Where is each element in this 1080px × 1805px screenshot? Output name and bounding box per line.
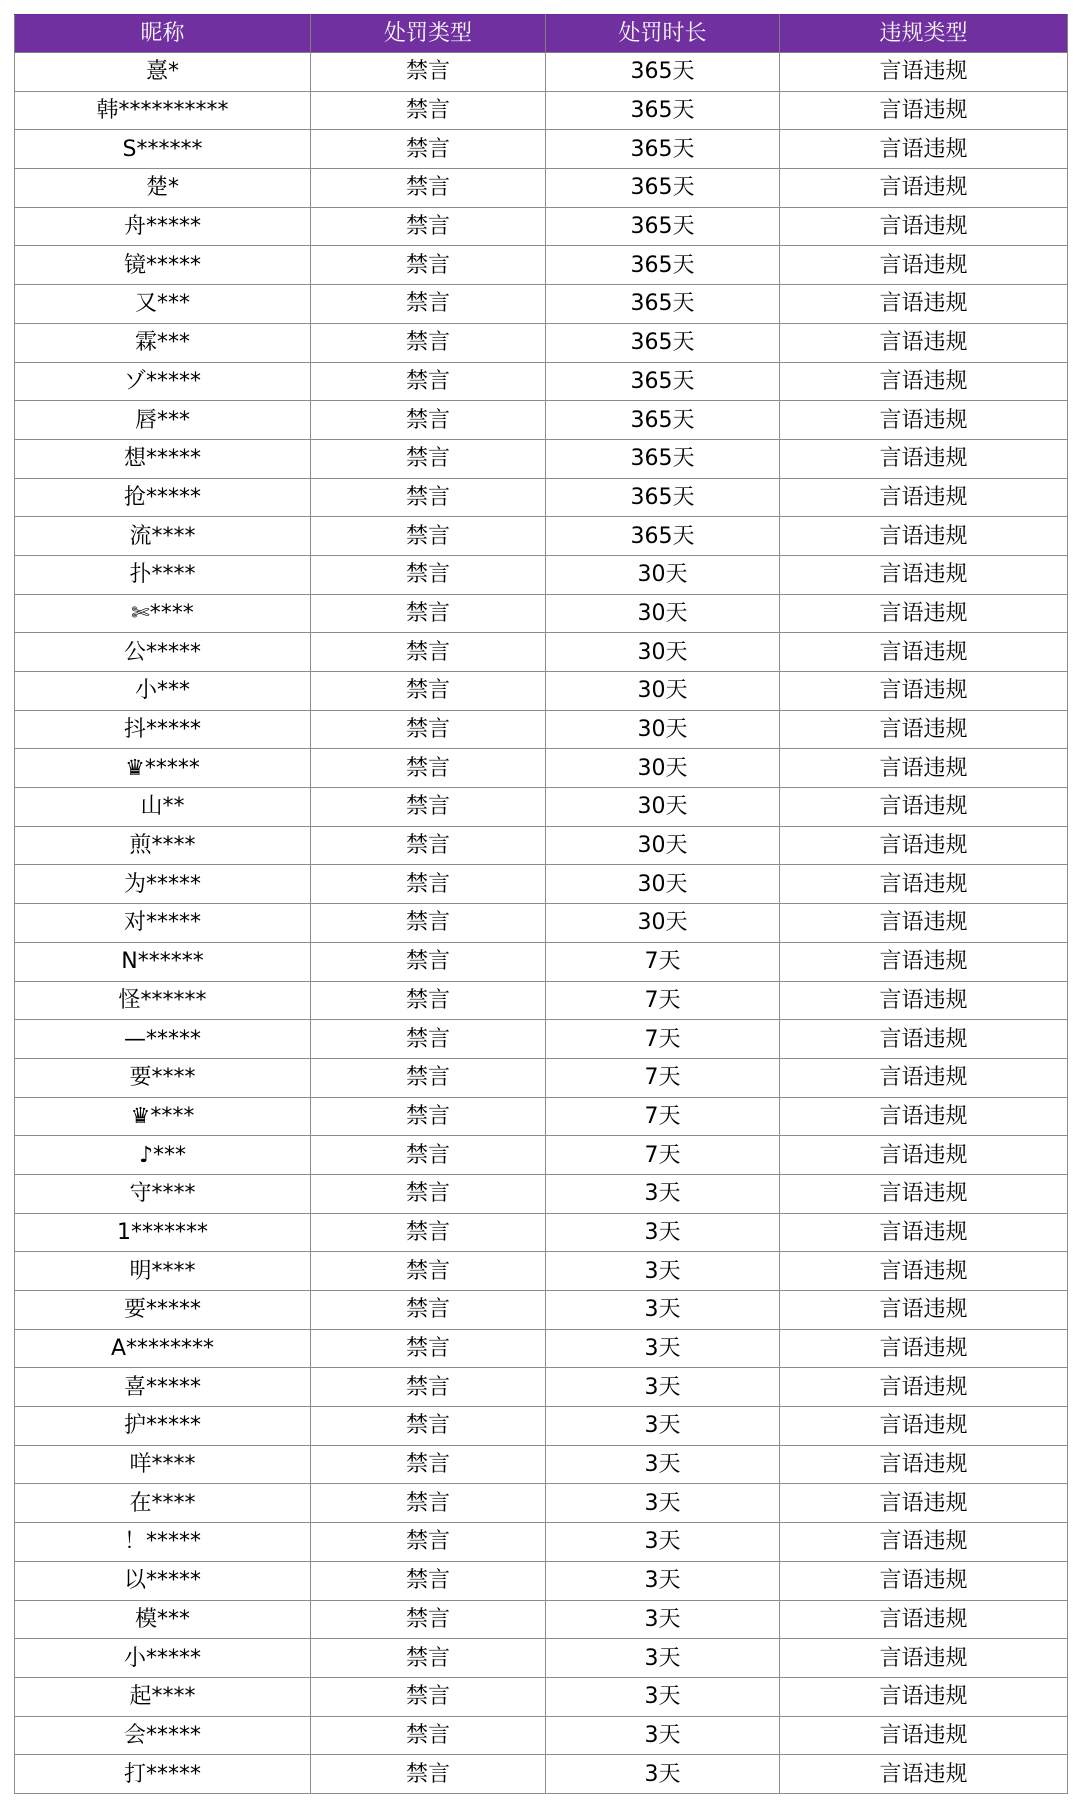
- cell-nickname: ♛****: [15, 1097, 311, 1136]
- cell-penalty-type: 禁言: [311, 1407, 546, 1446]
- header-nickname: 昵称: [15, 15, 311, 53]
- cell-violation-type: 言语违规: [780, 594, 1068, 633]
- cell-nickname: 护*****: [15, 1407, 311, 1446]
- table-row: [15, 1755, 1068, 1794]
- cell-violation-type: 言语违规: [780, 246, 1068, 285]
- cell-nickname: 又***: [15, 285, 311, 324]
- cell-violation-type: 言语违规: [780, 788, 1068, 827]
- table-row: [15, 1020, 1068, 1059]
- cell-penalty-type: 禁言: [311, 53, 546, 92]
- cell-penalty-type: 禁言: [311, 633, 546, 672]
- cell-nickname: ✄****: [15, 594, 311, 633]
- cell-penalty-duration: 3天: [546, 1291, 780, 1330]
- cell-violation-type: 言语违规: [780, 1213, 1068, 1252]
- cell-nickname: —*****: [15, 1020, 311, 1059]
- cell-violation-type: 言语违规: [780, 1329, 1068, 1368]
- cell-nickname: 要*****: [15, 1291, 311, 1330]
- cell-penalty-duration: 365天: [546, 246, 780, 285]
- cell-violation-type: 言语违规: [780, 1600, 1068, 1639]
- cell-violation-type: 言语违规: [780, 478, 1068, 517]
- cell-penalty-duration: 30天: [546, 904, 780, 943]
- cell-nickname: 在****: [15, 1484, 311, 1523]
- cell-nickname: 怪******: [15, 981, 311, 1020]
- table-row: [15, 1291, 1068, 1330]
- cell-nickname: 镜*****: [15, 246, 311, 285]
- cell-penalty-type: 禁言: [311, 1174, 546, 1213]
- cell-penalty-duration: 30天: [546, 749, 780, 788]
- cell-penalty-duration: 7天: [546, 942, 780, 981]
- table-row: [15, 865, 1068, 904]
- table-row: [15, 439, 1068, 478]
- cell-violation-type: 言语违规: [780, 826, 1068, 865]
- table-row: [15, 1716, 1068, 1755]
- cell-penalty-duration: 30天: [546, 710, 780, 749]
- cell-penalty-duration: 7天: [546, 1058, 780, 1097]
- cell-violation-type: 言语违规: [780, 1136, 1068, 1175]
- cell-penalty-duration: 365天: [546, 91, 780, 130]
- cell-penalty-type: 禁言: [311, 1329, 546, 1368]
- cell-violation-type: 言语违规: [780, 1677, 1068, 1716]
- table-row: [15, 1329, 1068, 1368]
- cell-penalty-duration: 365天: [546, 130, 780, 169]
- cell-violation-type: 言语违规: [780, 362, 1068, 401]
- table-row: [15, 130, 1068, 169]
- table-row: [15, 53, 1068, 92]
- cell-nickname: 会*****: [15, 1716, 311, 1755]
- table-row: [15, 169, 1068, 208]
- table-row: [15, 1174, 1068, 1213]
- cell-nickname: A********: [15, 1329, 311, 1368]
- table-row: [15, 1252, 1068, 1291]
- cell-nickname: S******: [15, 130, 311, 169]
- cell-violation-type: 言语违规: [780, 1097, 1068, 1136]
- table-row: [15, 91, 1068, 130]
- cell-nickname: ♛*****: [15, 749, 311, 788]
- cell-penalty-type: 禁言: [311, 1136, 546, 1175]
- cell-penalty-type: 禁言: [311, 710, 546, 749]
- cell-nickname: 舟*****: [15, 207, 311, 246]
- cell-penalty-duration: 365天: [546, 207, 780, 246]
- cell-violation-type: 言语违规: [780, 285, 1068, 324]
- cell-nickname: 抖*****: [15, 710, 311, 749]
- cell-penalty-type: 禁言: [311, 865, 546, 904]
- header-penalty-duration: 处罚时长: [546, 15, 780, 53]
- cell-penalty-duration: 3天: [546, 1716, 780, 1755]
- cell-nickname: 要****: [15, 1058, 311, 1097]
- cell-penalty-duration: 7天: [546, 1097, 780, 1136]
- table-row: [15, 1445, 1068, 1484]
- cell-violation-type: 言语违规: [780, 749, 1068, 788]
- cell-violation-type: 言语违规: [780, 517, 1068, 556]
- cell-violation-type: 言语违规: [780, 981, 1068, 1020]
- cell-penalty-duration: 7天: [546, 1020, 780, 1059]
- cell-nickname: N******: [15, 942, 311, 981]
- cell-penalty-duration: 365天: [546, 169, 780, 208]
- cell-penalty-duration: 3天: [546, 1252, 780, 1291]
- table-header: [15, 15, 1068, 53]
- cell-nickname: 守****: [15, 1174, 311, 1213]
- cell-penalty-duration: 30天: [546, 633, 780, 672]
- cell-nickname: 公*****: [15, 633, 311, 672]
- cell-penalty-type: 禁言: [311, 91, 546, 130]
- cell-penalty-type: 禁言: [311, 1020, 546, 1059]
- cell-penalty-type: 禁言: [311, 1484, 546, 1523]
- cell-violation-type: 言语违规: [780, 710, 1068, 749]
- cell-penalty-duration: 30天: [546, 865, 780, 904]
- cell-penalty-type: 禁言: [311, 1058, 546, 1097]
- table-row: [15, 207, 1068, 246]
- cell-penalty-type: 禁言: [311, 1445, 546, 1484]
- table-row: [15, 1058, 1068, 1097]
- table-row: [15, 323, 1068, 362]
- cell-violation-type: 言语违规: [780, 1174, 1068, 1213]
- cell-violation-type: 言语违规: [780, 1058, 1068, 1097]
- cell-penalty-duration: 3天: [546, 1561, 780, 1600]
- cell-penalty-duration: 3天: [546, 1213, 780, 1252]
- cell-violation-type: 言语违规: [780, 904, 1068, 943]
- cell-penalty-type: 禁言: [311, 1097, 546, 1136]
- table-row: [15, 826, 1068, 865]
- table-row: [15, 285, 1068, 324]
- cell-nickname: 明****: [15, 1252, 311, 1291]
- cell-penalty-type: 禁言: [311, 362, 546, 401]
- cell-nickname: 流****: [15, 517, 311, 556]
- cell-penalty-duration: 3天: [546, 1755, 780, 1794]
- cell-penalty-type: 禁言: [311, 401, 546, 440]
- cell-penalty-type: 禁言: [311, 904, 546, 943]
- cell-penalty-duration: 3天: [546, 1445, 780, 1484]
- cell-penalty-type: 禁言: [311, 555, 546, 594]
- cell-penalty-type: 禁言: [311, 981, 546, 1020]
- cell-penalty-type: 禁言: [311, 517, 546, 556]
- cell-penalty-type: 禁言: [311, 246, 546, 285]
- cell-penalty-type: 禁言: [311, 478, 546, 517]
- table-row: [15, 401, 1068, 440]
- cell-nickname: 对*****: [15, 904, 311, 943]
- cell-penalty-type: 禁言: [311, 826, 546, 865]
- cell-penalty-type: 禁言: [311, 1291, 546, 1330]
- cell-violation-type: 言语违规: [780, 1716, 1068, 1755]
- cell-penalty-duration: 30天: [546, 672, 780, 711]
- table-row: [15, 362, 1068, 401]
- table-row: [15, 594, 1068, 633]
- cell-penalty-type: 禁言: [311, 439, 546, 478]
- table-row: [15, 555, 1068, 594]
- cell-penalty-duration: 365天: [546, 439, 780, 478]
- cell-violation-type: 言语违规: [780, 555, 1068, 594]
- header-violation-type: 违规类型: [780, 15, 1068, 53]
- cell-nickname: 唇***: [15, 401, 311, 440]
- table-row: [15, 981, 1068, 1020]
- cell-violation-type: 言语违规: [780, 1445, 1068, 1484]
- cell-penalty-duration: 365天: [546, 401, 780, 440]
- cell-penalty-type: 禁言: [311, 594, 546, 633]
- cell-violation-type: 言语违规: [780, 1484, 1068, 1523]
- table-row: [15, 1484, 1068, 1523]
- cell-penalty-type: 禁言: [311, 1368, 546, 1407]
- cell-penalty-type: 禁言: [311, 1561, 546, 1600]
- cell-penalty-type: 禁言: [311, 1252, 546, 1291]
- cell-penalty-duration: 30天: [546, 826, 780, 865]
- cell-penalty-duration: 3天: [546, 1174, 780, 1213]
- cell-nickname: 模***: [15, 1600, 311, 1639]
- cell-penalty-type: 禁言: [311, 1716, 546, 1755]
- cell-nickname: ゾ*****: [15, 362, 311, 401]
- cell-nickname: ！*****: [15, 1523, 311, 1562]
- cell-penalty-duration: 3天: [546, 1484, 780, 1523]
- cell-violation-type: 言语违规: [780, 401, 1068, 440]
- cell-penalty-type: 禁言: [311, 1523, 546, 1562]
- cell-nickname: 小*****: [15, 1639, 311, 1678]
- cell-penalty-duration: 7天: [546, 1136, 780, 1175]
- cell-penalty-type: 禁言: [311, 207, 546, 246]
- cell-violation-type: 言语违规: [780, 942, 1068, 981]
- cell-penalty-duration: 365天: [546, 285, 780, 324]
- cell-penalty-type: 禁言: [311, 1600, 546, 1639]
- cell-penalty-type: 禁言: [311, 1213, 546, 1252]
- cell-nickname: 起****: [15, 1677, 311, 1716]
- table-row: [15, 788, 1068, 827]
- table-row: [15, 1136, 1068, 1175]
- cell-nickname: 扑****: [15, 555, 311, 594]
- cell-penalty-type: 禁言: [311, 1639, 546, 1678]
- cell-nickname: 打*****: [15, 1755, 311, 1794]
- cell-penalty-type: 禁言: [311, 323, 546, 362]
- cell-penalty-duration: 3天: [546, 1677, 780, 1716]
- table-row: [15, 1368, 1068, 1407]
- table-row: [15, 1213, 1068, 1252]
- table-row: [15, 517, 1068, 556]
- cell-violation-type: 言语违规: [780, 865, 1068, 904]
- table-row: [15, 672, 1068, 711]
- table-row: [15, 1407, 1068, 1446]
- cell-penalty-type: 禁言: [311, 169, 546, 208]
- table-row: [15, 478, 1068, 517]
- cell-penalty-duration: 3天: [546, 1600, 780, 1639]
- cell-nickname: 楚*: [15, 169, 311, 208]
- cell-nickname: 煎****: [15, 826, 311, 865]
- cell-violation-type: 言语违规: [780, 439, 1068, 478]
- cell-penalty-duration: 365天: [546, 517, 780, 556]
- cell-violation-type: 言语违规: [780, 91, 1068, 130]
- cell-penalty-type: 禁言: [311, 749, 546, 788]
- cell-violation-type: 言语违规: [780, 1020, 1068, 1059]
- table-row: [15, 1561, 1068, 1600]
- cell-penalty-duration: 30天: [546, 594, 780, 633]
- cell-penalty-type: 禁言: [311, 1677, 546, 1716]
- cell-penalty-type: 禁言: [311, 130, 546, 169]
- cell-nickname: 霖***: [15, 323, 311, 362]
- cell-violation-type: 言语违规: [780, 207, 1068, 246]
- cell-nickname: 抢*****: [15, 478, 311, 517]
- cell-penalty-type: 禁言: [311, 285, 546, 324]
- cell-penalty-duration: 365天: [546, 53, 780, 92]
- table-row: [15, 1677, 1068, 1716]
- table-row: [15, 246, 1068, 285]
- table-row: [15, 942, 1068, 981]
- cell-violation-type: 言语违规: [780, 1291, 1068, 1330]
- cell-violation-type: 言语违规: [780, 169, 1068, 208]
- table-row: [15, 1600, 1068, 1639]
- cell-nickname: 山**: [15, 788, 311, 827]
- cell-nickname: 为*****: [15, 865, 311, 904]
- cell-violation-type: 言语违规: [780, 1407, 1068, 1446]
- cell-penalty-duration: 7天: [546, 981, 780, 1020]
- cell-penalty-duration: 365天: [546, 478, 780, 517]
- cell-penalty-duration: 30天: [546, 788, 780, 827]
- cell-penalty-type: 禁言: [311, 788, 546, 827]
- table-row: [15, 1523, 1068, 1562]
- table-row: [15, 710, 1068, 749]
- cell-nickname: 咩****: [15, 1445, 311, 1484]
- table-row: [15, 1097, 1068, 1136]
- cell-violation-type: 言语违规: [780, 1561, 1068, 1600]
- cell-penalty-duration: 3天: [546, 1368, 780, 1407]
- cell-violation-type: 言语违规: [780, 1755, 1068, 1794]
- cell-nickname: 小***: [15, 672, 311, 711]
- cell-penalty-duration: 365天: [546, 362, 780, 401]
- cell-violation-type: 言语违规: [780, 633, 1068, 672]
- cell-nickname: 想*****: [15, 439, 311, 478]
- cell-nickname: ♪***: [15, 1136, 311, 1175]
- cell-violation-type: 言语违规: [780, 1523, 1068, 1562]
- cell-penalty-duration: 3天: [546, 1329, 780, 1368]
- cell-violation-type: 言语违规: [780, 323, 1068, 362]
- cell-nickname: 憙*: [15, 53, 311, 92]
- cell-penalty-type: 禁言: [311, 672, 546, 711]
- cell-nickname: 以*****: [15, 1561, 311, 1600]
- cell-violation-type: 言语违规: [780, 53, 1068, 92]
- cell-penalty-duration: 365天: [546, 323, 780, 362]
- cell-penalty-duration: 30天: [546, 555, 780, 594]
- header-penalty-type: 处罚类型: [311, 15, 546, 53]
- penalty-table: [14, 14, 1068, 1794]
- table-body: [15, 53, 1068, 1794]
- cell-violation-type: 言语违规: [780, 672, 1068, 711]
- cell-nickname: 韩**********: [15, 91, 311, 130]
- table-row: [15, 749, 1068, 788]
- cell-penalty-type: 禁言: [311, 942, 546, 981]
- table-row: [15, 1639, 1068, 1678]
- cell-violation-type: 言语违规: [780, 130, 1068, 169]
- cell-nickname: 喜*****: [15, 1368, 311, 1407]
- cell-violation-type: 言语违规: [780, 1639, 1068, 1678]
- table-row: [15, 633, 1068, 672]
- cell-penalty-type: 禁言: [311, 1755, 546, 1794]
- cell-penalty-duration: 3天: [546, 1523, 780, 1562]
- cell-penalty-duration: 3天: [546, 1407, 780, 1446]
- header-row: [15, 15, 1068, 53]
- cell-penalty-duration: 3天: [546, 1639, 780, 1678]
- cell-violation-type: 言语违规: [780, 1368, 1068, 1407]
- cell-nickname: 1*******: [15, 1213, 311, 1252]
- cell-violation-type: 言语违规: [780, 1252, 1068, 1291]
- table-row: [15, 904, 1068, 943]
